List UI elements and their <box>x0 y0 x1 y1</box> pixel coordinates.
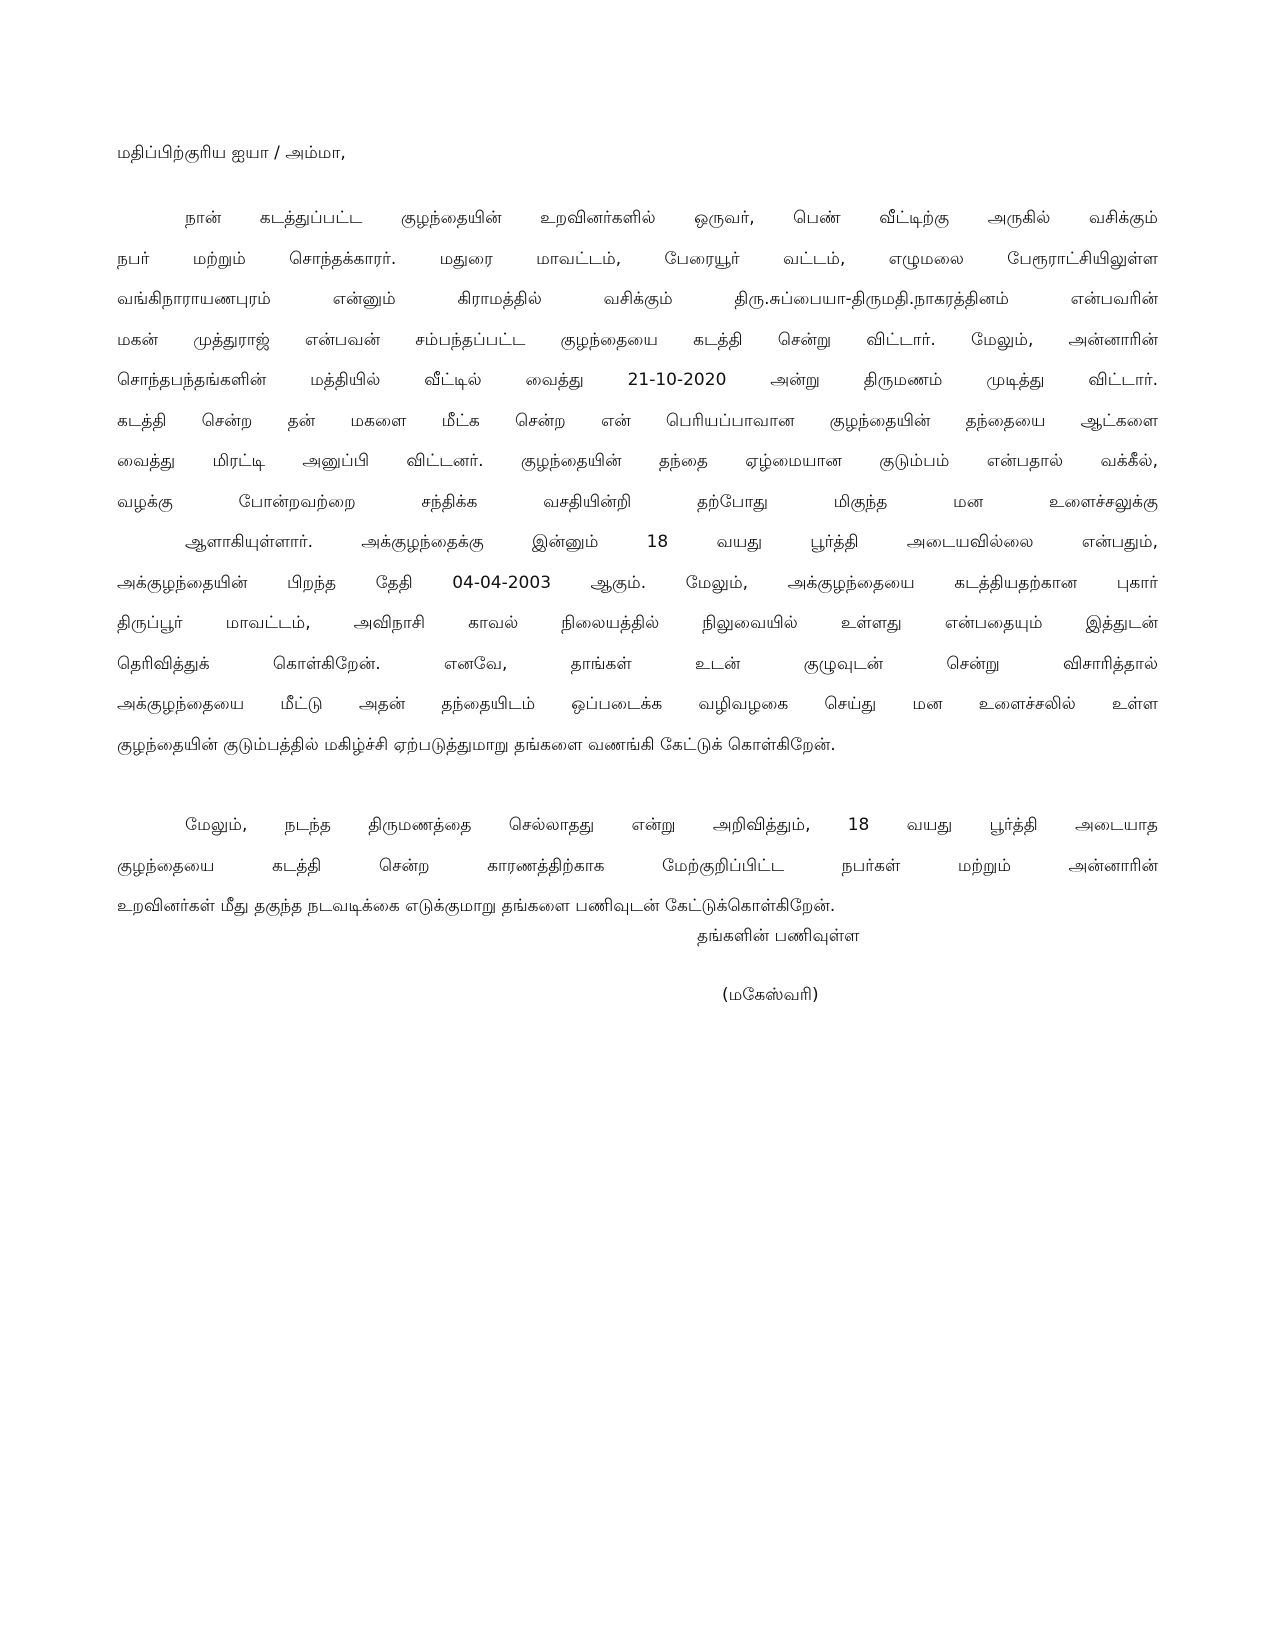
paragraph-line: வங்கிநாராயணபுரம் என்னும் கிராமத்தில் வசிக்கும் திரு.சுப்பையா-திருமதி.நாகரத்தினம் என்பவரின் <box>117 289 1158 309</box>
paragraph-line: குழந்தையின் குடும்பத்தில் மகிழ்ச்சி ஏற்படுத்துமாறு தங்களை வணங்கி கேட்டுக் கொள்கிறேன். <box>117 734 836 755</box>
salutation: மதிப்பிற்குரிய ஐயா / அம்மா, <box>117 143 346 163</box>
paragraph-line: தெரிவித்துக் கொள்கிறேன். எனவே, தாங்கள் உடன் குழுவுடன் சென்று விசாரித்தால் <box>117 653 1158 674</box>
paragraph-line: அக்குழந்தையின் பிறந்த தேதி 04-04-2003 ஆகும். மேலும், அக்குழந்தையை கடத்தியதற்கான புகார் <box>117 572 1158 593</box>
paragraph-line: சொந்தபந்தங்களின் மத்தியில் வீட்டில் வைத்து 21-10-2020 அன்று திருமணம் முடித்து விட்டார். <box>117 370 1158 390</box>
paragraph-line: நான் கடத்துப்பட்ட குழந்தையின் உறவினர்களில் ஒருவர், பெண் வீட்டிற்கு அருகில் வசிக்கும் <box>185 208 1158 228</box>
paragraph-line: வைத்து மிரட்டி அனுப்பி விட்டனர். குழந்தையின் தந்தை ஏழ்மையான குடும்பம் என்பதால் வக்கீல், <box>117 451 1158 471</box>
paragraph-line: திருப்பூர் மாவட்டம், அவிநாசி காவல் நிலையத்தில் நிலுவையில் உள்ளது என்பதையும் இத்துடன் <box>117 613 1158 633</box>
paragraph-line: நபர் மற்றும் சொந்தக்காரர். மதுரை மாவட்டம், பேரையூர் வட்டம், எழுமலை பேரூராட்சியிலுள்ள <box>117 248 1158 269</box>
body-paragraph-1 <box>117 198 1158 765</box>
sign-off: தங்களின் பணிவுள்ள <box>697 926 860 946</box>
signature-name: (மகேஸ்வரி) <box>722 985 819 1005</box>
body-paragraph-2 <box>117 805 1158 927</box>
paragraph-line: கடத்தி சென்ற தன் மகளை மீட்க சென்ற என் பெரியப்பாவான குழந்தையின் தந்தையை ஆட்களை <box>117 410 1158 431</box>
paragraph-line: ஆளாகியுள்ளார். அக்குழந்தைக்கு இன்னும் 18 வயது பூர்த்தி அடையவில்லை என்பதும், <box>185 532 1158 552</box>
paragraph-line: வழக்கு போன்றவற்றை சந்திக்க வசதியின்றி தற்போது மிகுந்த மன உளைச்சலுக்கு <box>117 491 1158 512</box>
paragraph-line: மேலும், நடந்த திருமணத்தை செல்லாதது என்று அறிவித்தும், 18 வயது பூர்த்தி அடையாத <box>185 815 1158 835</box>
paragraph-line: மகன் முத்துராஜ் என்பவன் சம்பந்தப்பட்ட குழந்தையை கடத்தி சென்று விட்டார். மேலும், அன்னாரின் <box>117 329 1158 350</box>
paragraph-line: அக்குழந்தையை மீட்டு அதன் தந்தையிடம் ஒப்படைக்க வழிவழகை செய்து மன உளைச்சலில் உள்ள <box>117 694 1158 714</box>
paragraph-line: உறவினர்கள் மீது தகுந்த நடவடிக்கை எடுக்குமாறு தங்களை பணிவுடன் கேட்டுக்கொள்கிறேன். <box>117 896 836 916</box>
paragraph-line: குழந்தையை கடத்தி சென்ற காரணத்திற்காக மேற்குறிப்பிட்ட நபர்கள் மற்றும் அன்னாரின் <box>117 855 1158 876</box>
